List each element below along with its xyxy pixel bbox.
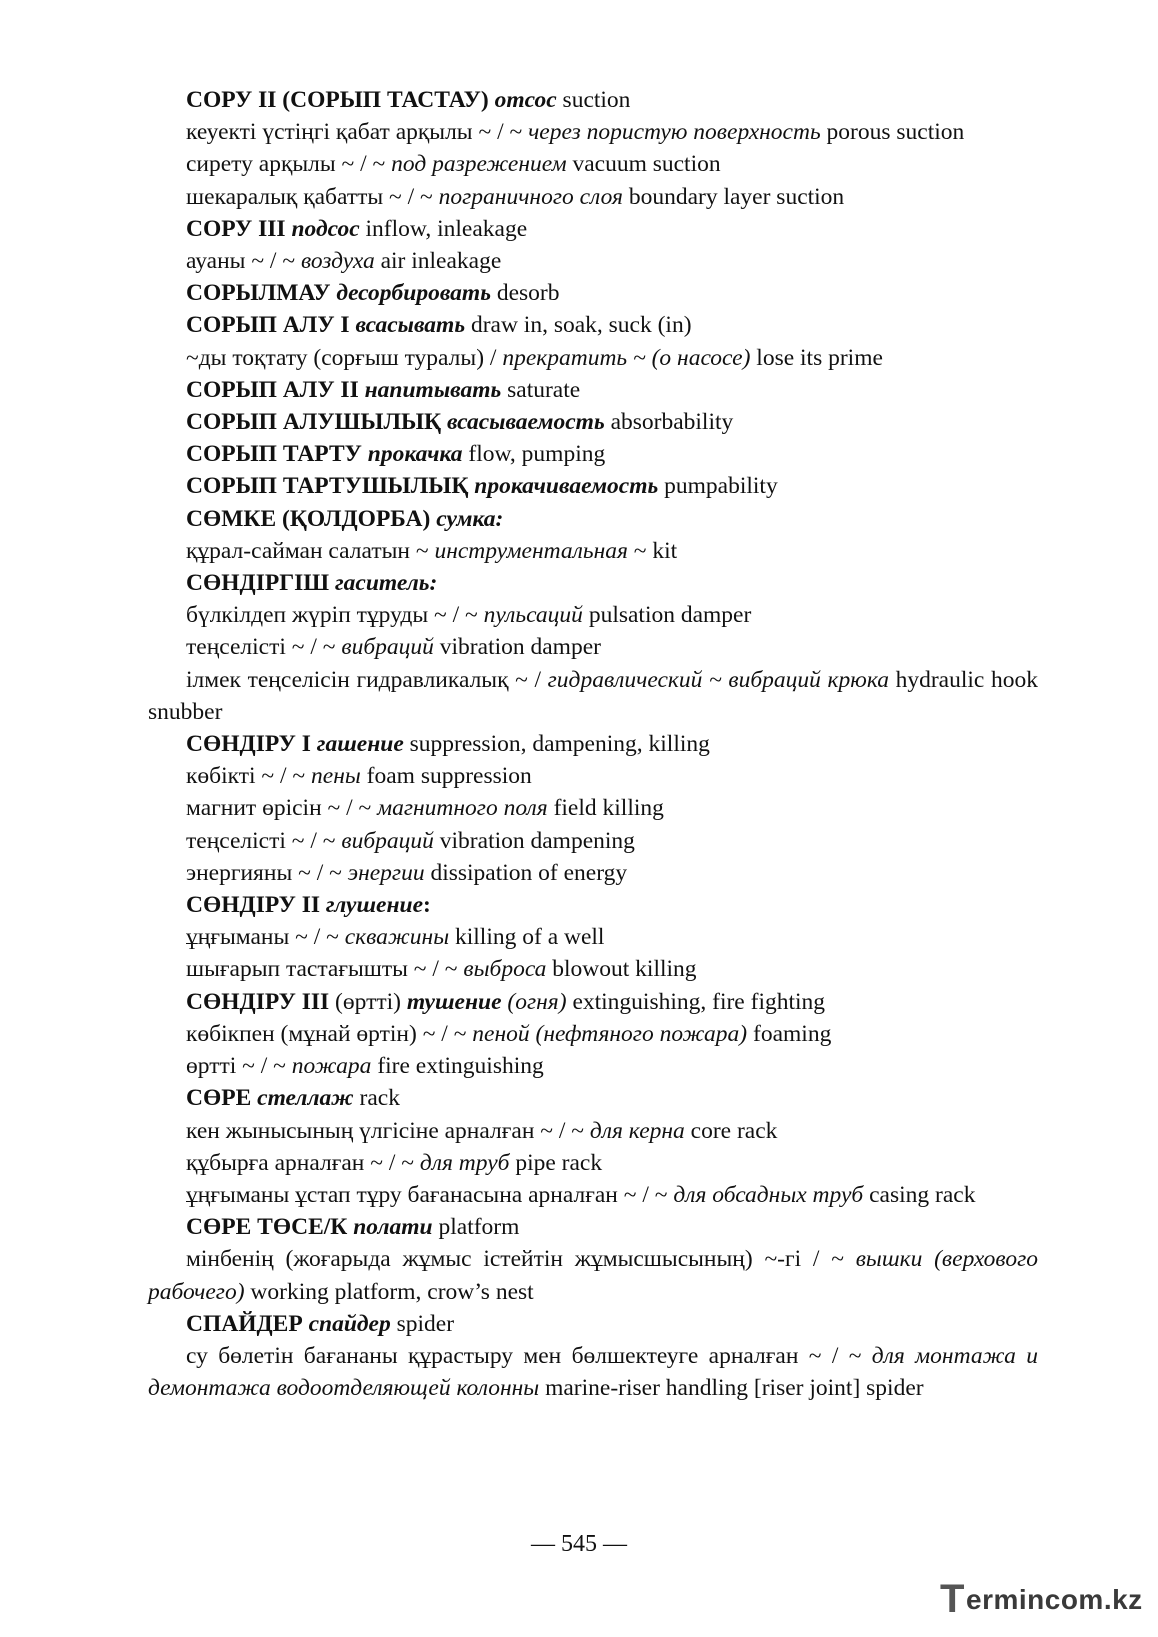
entry-text: магнит өрісін ~ / ~ [186, 795, 378, 822]
dictionary-entry [148, 84, 1038, 116]
entry-headword: СОРЫП ТАРТУШЫЛЫҚ [186, 473, 475, 500]
dictionary-entries [148, 84, 1038, 1404]
entry-text: теңселісті ~ / ~ [186, 827, 342, 854]
entry-headword: сумка: [436, 505, 504, 532]
dictionary-entry [148, 535, 1038, 567]
entry-headword: гашение [316, 731, 404, 758]
dictionary-entry [148, 728, 1038, 760]
entry-text: кеуекті үстіңгі қабат арқылы ~ / ~ [186, 119, 529, 146]
entry-text: vibration dampening [433, 827, 635, 854]
dictionary-entry [148, 277, 1038, 309]
entry-text: ілмек теңселісін гидравликалық ~ / [186, 666, 548, 693]
entry-russian: прекратить ~ (о насосе) [502, 344, 751, 371]
dictionary-entry [148, 148, 1038, 180]
entry-text: шекаралық қабатты ~ / ~ [186, 183, 439, 210]
entry-headword: СОРЫЛМАУ [186, 280, 337, 307]
dictionary-entry [148, 245, 1038, 277]
entry-text: air inleakage [374, 248, 502, 275]
entry-text: foam suppression [360, 763, 532, 790]
dictionary-entry [148, 1308, 1038, 1340]
entry-text: pulsation damper [582, 602, 752, 629]
entry-russian: воздуха [300, 248, 375, 275]
entry-headword: спайдер [308, 1310, 391, 1337]
dictionary-entry [148, 889, 1038, 921]
entry-text: теңселісті ~ / ~ [186, 634, 342, 661]
entry-russian: пожара [291, 1053, 372, 1080]
entry-russian: выброса [463, 956, 547, 983]
entry-text: inflow, inleakage [359, 215, 528, 242]
entry-headword: СӨРЕ [186, 1085, 258, 1112]
entry-text: ұңғыманы ұстап тұру бағанасына арналған ~ / ~ [186, 1181, 674, 1208]
entry-headword: прокачка [367, 441, 463, 468]
entry-headword: полати [353, 1214, 433, 1241]
dictionary-entry [148, 792, 1038, 824]
entry-russian: вибраций [341, 827, 434, 854]
entry-text: шығарып тастағышты ~ / ~ [186, 956, 464, 983]
entry-text: killing of a well [449, 924, 605, 951]
logo-text: ermincom.kz [966, 1584, 1143, 1615]
dictionary-entry [148, 1340, 1038, 1404]
entry-text: fire extinguishing [371, 1053, 544, 1080]
dictionary-entry [148, 1018, 1038, 1050]
page-number: — 545 — [531, 1531, 627, 1557]
entry-russian: (огня) [507, 988, 567, 1015]
entry-headword: СӨНДІРУ II [186, 892, 326, 919]
entry-text: vibration damper [433, 634, 601, 661]
entry-text: vacuum suction [566, 151, 721, 178]
entry-text: suction [556, 87, 631, 113]
entry-text: boundary layer suction [622, 183, 845, 210]
entry-headword: СОРУ II (СОРЫП ТАСТАУ) [186, 87, 495, 113]
entry-russian: для керна [589, 1117, 685, 1144]
dictionary-entry [148, 664, 1038, 728]
dictionary-entry [148, 438, 1038, 470]
dictionary-entry [148, 1147, 1038, 1179]
entry-headword: тушение [406, 988, 502, 1015]
entry-text: құрал-сайман салатын ~ [186, 537, 435, 564]
entry-text: field killing [547, 795, 664, 822]
entry-text: saturate [501, 376, 581, 403]
entry-headword: отсос [494, 87, 557, 113]
entry-text: marine-riser handling [riser joint] spider [539, 1375, 924, 1402]
dictionary-entry [148, 503, 1038, 535]
entry-text: pumpability [658, 473, 778, 500]
entry-russian: пеной (нефтяного пожара) [472, 1020, 748, 1047]
entry-headword: СӨРЕ ТӨСЕ/К [186, 1214, 354, 1241]
entry-russian: пульсаций [483, 602, 583, 629]
dictionary-entry [148, 374, 1038, 406]
entry-text: rack [353, 1085, 400, 1112]
dictionary-entry [148, 760, 1038, 792]
entry-text: ауаны ~ / ~ [186, 248, 301, 275]
entry-russian: вышки (верхового рабочего) [148, 1246, 1038, 1305]
entry-text: flow, pumping [462, 441, 606, 468]
entry-text: ұңғыманы ~ / ~ [186, 924, 345, 951]
dictionary-entry [148, 631, 1038, 663]
entry-text: көбікті ~ / ~ [186, 763, 312, 790]
entry-russian: под разрежением [391, 151, 567, 178]
entry-russian: магнитного поля [377, 795, 548, 822]
dictionary-entry [148, 1243, 1038, 1307]
entry-text: foaming [747, 1020, 832, 1047]
logo-initial: T [940, 1577, 965, 1621]
dictionary-entry [148, 953, 1038, 985]
entry-headword: СОРЫП АЛУ I [186, 312, 356, 339]
entry-text: desorb [490, 280, 560, 307]
dictionary-entry [148, 406, 1038, 438]
dictionary-entry [148, 1211, 1038, 1243]
dictionary-entry [148, 342, 1038, 374]
entry-headword: всасываемость [446, 409, 605, 436]
entry-headword: СӨНДІРУ I [186, 731, 317, 758]
dictionary-entry [148, 213, 1038, 245]
dictionary-entry [148, 857, 1038, 889]
entry-text: draw in, soak, suck (in) [465, 312, 692, 339]
entry-text: (өртті) [335, 988, 407, 1015]
entry-russian: пены [311, 763, 361, 790]
entry-headword: СӨНДІРГІШ [186, 570, 335, 597]
entry-text: spider [390, 1310, 455, 1337]
entry-headword: гаситель: [334, 570, 438, 597]
entry-headword: прокачиваемость [474, 473, 659, 500]
entry-text: platform [432, 1214, 520, 1241]
dictionary-entry [148, 1115, 1038, 1147]
entry-text: бүлкілдеп жүріп тұруды ~ / ~ [186, 602, 484, 629]
entry-text: мінбенің (жоғарыда жұмыс істейтін жұмысшысының) ~-гі / ~ [186, 1246, 856, 1273]
entry-text: энергияны ~ / ~ [186, 859, 348, 886]
entry-headword: СОРЫП АЛУШЫЛЫҚ [186, 409, 447, 436]
entry-headword: всасывать [355, 312, 466, 339]
entry-text: suppression, dampening, killing [403, 731, 710, 758]
entry-text: blowout killing [546, 956, 697, 983]
entry-text: extinguishing, fire fighting [566, 988, 826, 1015]
entry-text: casing rack [863, 1181, 976, 1208]
entry-headword: : [423, 892, 431, 919]
dictionary-entry [148, 1050, 1038, 1082]
entry-headword: глушение [325, 892, 424, 919]
entry-headword: СӨМКЕ (ҚОЛДОРБА) [186, 505, 437, 532]
entry-headword: СОРЫП ТАРТУ [186, 441, 368, 468]
entry-headword: десорбировать [336, 280, 491, 307]
entry-text: сирету арқылы ~ / ~ [186, 151, 392, 178]
entry-headword: СПАЙДЕР [186, 1310, 309, 1337]
entry-text: porous suction [820, 119, 965, 146]
entry-russian: для обсадных труб [673, 1181, 864, 1208]
entry-text: кен жынысының үлгісіне арналған ~ / ~ [186, 1117, 590, 1144]
entry-headword: напитывать [364, 376, 502, 403]
dictionary-entry [148, 921, 1038, 953]
entry-text: су бөлетін бағананы құрастыру мен бөлшектеуге арналған ~ / ~ [186, 1342, 872, 1369]
entry-text: hydraulic hook snubber [148, 666, 1038, 725]
entry-text: core rack [684, 1117, 778, 1144]
entry-text: absorbability [604, 409, 734, 436]
entry-russian: скважины [344, 924, 450, 951]
dictionary-entry [148, 567, 1038, 599]
entry-text: құбырға арналған ~ / ~ [186, 1149, 420, 1176]
site-logo[interactable] [936, 1577, 1143, 1621]
entry-text: ~ды тоқтату (сорғыш туралы) / [186, 344, 503, 371]
entry-text: көбікпен (мұнай өртін) ~ / ~ [186, 1020, 473, 1047]
dictionary-entry [148, 1179, 1038, 1211]
entry-russian: пограничного слоя [438, 183, 623, 210]
entry-russian: через пористую поверхность [528, 119, 821, 146]
entry-russian: для монтажа и демонтажа водоотделяющей колонны [148, 1342, 1038, 1402]
entry-russian: для труб [419, 1149, 510, 1176]
entry-headword: СӨНДІРУ III [186, 988, 336, 1015]
entry-russian: инструментальная [434, 537, 628, 564]
dictionary-entry [148, 309, 1038, 341]
entry-headword: СОРЫП АЛУ II [186, 376, 365, 403]
dictionary-entry [148, 825, 1038, 857]
dictionary-entry [148, 181, 1038, 213]
dictionary-entry [148, 116, 1038, 148]
dictionary-entry [148, 986, 1038, 1018]
dictionary-entry [148, 470, 1038, 502]
dictionary-entry [148, 1082, 1038, 1114]
entry-russian: вибраций [341, 634, 434, 661]
entry-text: өртті ~ / ~ [186, 1053, 292, 1080]
entry-headword: подсос [291, 215, 360, 242]
entry-text: ~ kit [627, 537, 678, 564]
entry-headword: стеллаж [257, 1085, 354, 1112]
entry-text: dissipation of energy [424, 859, 628, 886]
entry-headword: СОРУ III [186, 215, 292, 242]
entry-text: working platform, crow’s nest [244, 1278, 534, 1305]
entry-text: lose its prime [750, 344, 883, 371]
entry-russian: энергии [347, 859, 425, 886]
dictionary-entry [148, 599, 1038, 631]
entry-text: pipe rack [509, 1149, 603, 1176]
entry-russian: гидравлический ~ вибраций крюка [547, 666, 889, 693]
